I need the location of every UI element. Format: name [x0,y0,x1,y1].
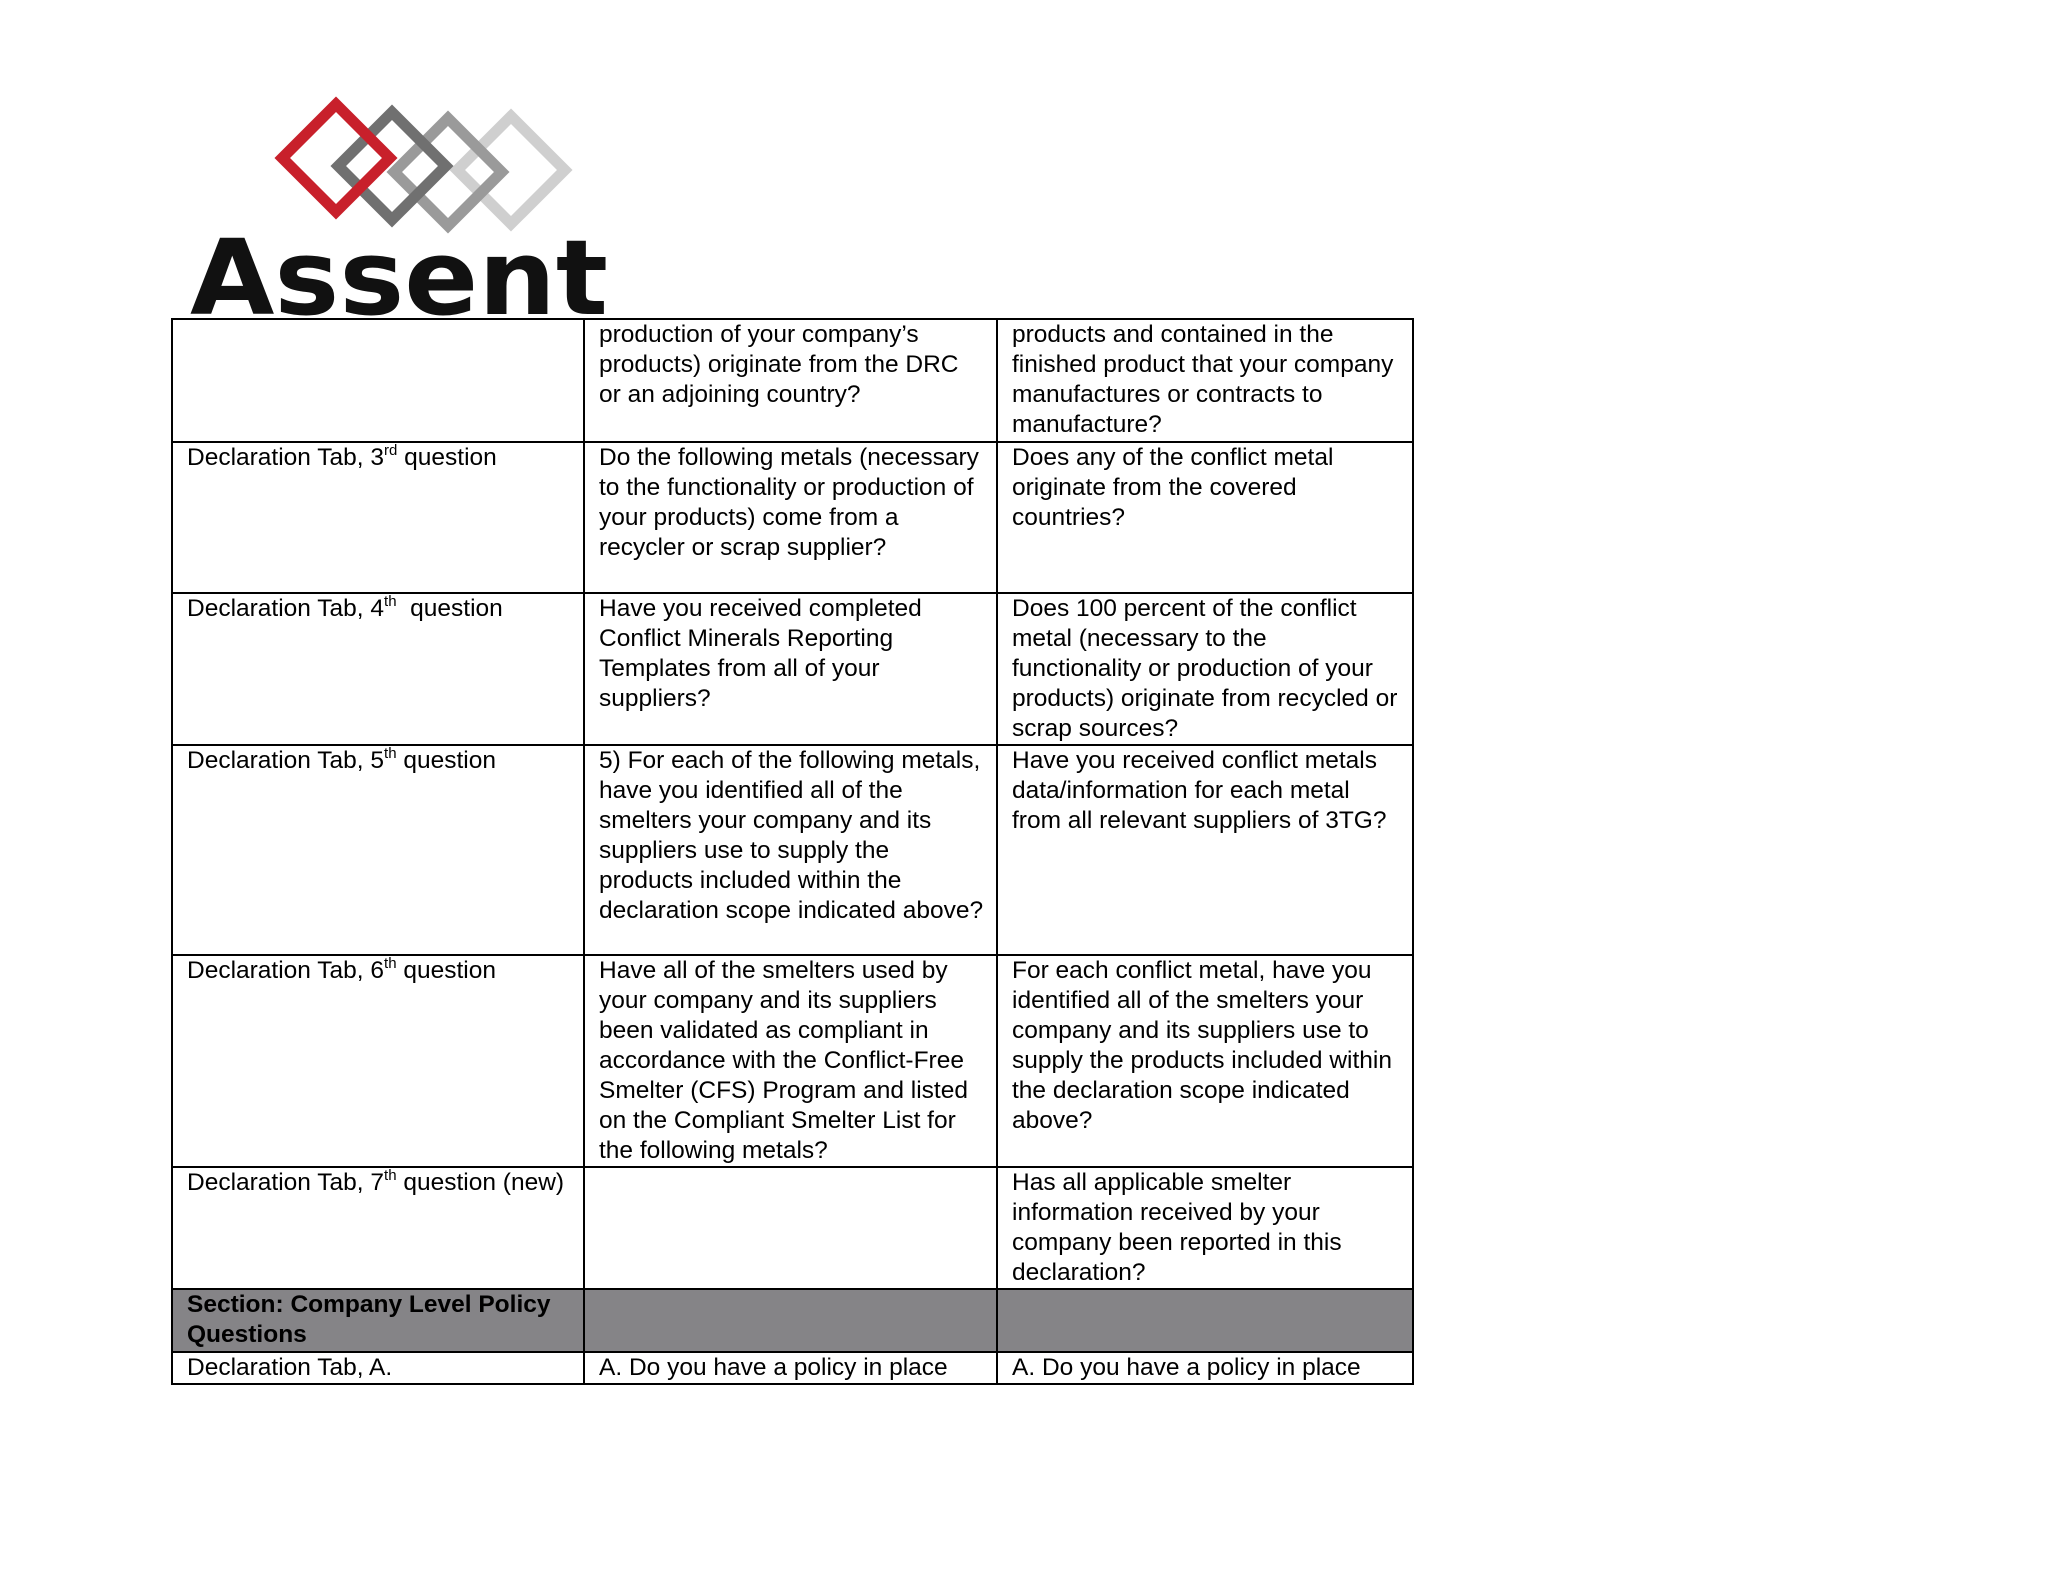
old-question-cell: Have you received completed Conflict Minerals Reporting Templates from all of your suppliers? [584,593,997,745]
table-row [172,1352,1413,1384]
reference-cell [172,593,584,745]
ordinal-suffix: th [384,955,397,972]
declaration-comparison-table [171,318,1414,1385]
reference-cell [172,319,584,442]
table-row [172,442,1413,593]
new-question-cell: Does 100 percent of the conflict metal (necessary to the functionality or production of your products) originate from recycled or scrap sources? [997,593,1413,745]
section-empty-cell [584,1289,997,1352]
reference-tail: question [397,444,497,471]
old-question-cell: A. Do you have a policy in place [584,1352,997,1384]
old-question-cell: production of your company’s products) originate from the DRC or an adjoining country? [584,319,997,442]
old-question-cell: 5) For each of the following metals, have you identified all of the smelters your company and its suppliers use to supply the products included within the declaration scope indicated above? [584,745,997,955]
old-question-cell [584,1167,997,1289]
ordinal-suffix: th [384,745,397,762]
table-row [172,1167,1413,1289]
reference-text: Declaration Tab, 4 [187,595,385,622]
table-row [172,745,1413,955]
section-empty-cell [997,1289,1413,1352]
ordinal-suffix: th [384,593,397,610]
reference-text: Declaration Tab, 6 [187,957,385,984]
assent-logo-mark [188,86,618,318]
reference-text: Declaration Tab, 5 [187,747,385,774]
new-question-cell: Does any of the conflict metal originate from the covered countries? [997,442,1413,593]
table-row [172,319,1413,442]
reference-cell [172,1167,584,1289]
reference-tail: question [396,595,503,622]
new-question-cell: products and contained in the finished product that your company manufactures or contracts to manufacture? [997,319,1413,442]
reference-cell [172,442,584,593]
new-question-cell: Has all applicable smelter information received by your company been reported in this declaration? [997,1167,1413,1289]
old-question-cell: Have all of the smelters used by your company and its suppliers been validated as compliant in accordance with the Conflict-Free Smelter (CFS) Program and listed on the Compliant Smelter List for the following metals? [584,955,997,1167]
reference-tail: question (new) [396,1169,565,1196]
table-row [172,593,1413,745]
reference-cell: Declaration Tab, A. [172,1352,584,1384]
reference-cell [172,745,584,955]
new-question-cell: Have you received conflict metals data/information for each metal from all relevant suppliers of 3TG? [997,745,1413,955]
table-row [172,955,1413,1167]
reference-cell [172,955,584,1167]
section-title: Section: Company Level Policy Questions [172,1289,584,1352]
reference-text: Declaration Tab, 7 [187,1169,385,1196]
ordinal-suffix: rd [384,442,398,459]
reference-tail: question [396,747,496,774]
old-question-cell: Do the following metals (necessary to the functionality or production of your products) come from a recycler or scrap supplier? [584,442,997,593]
new-question-cell: For each conflict metal, have you identified all of the smelters your company and its suppliers use to supply the products included within the declaration scope indicated above? [997,955,1413,1167]
section-header-row [172,1289,1413,1352]
reference-tail: question [396,957,496,984]
assent-logo [188,86,618,318]
reference-text: Declaration Tab, 3 [187,444,385,471]
new-question-cell: A. Do you have a policy in place [997,1352,1413,1384]
ordinal-suffix: th [384,1167,397,1184]
logo-wordmark: Assent [190,217,608,318]
